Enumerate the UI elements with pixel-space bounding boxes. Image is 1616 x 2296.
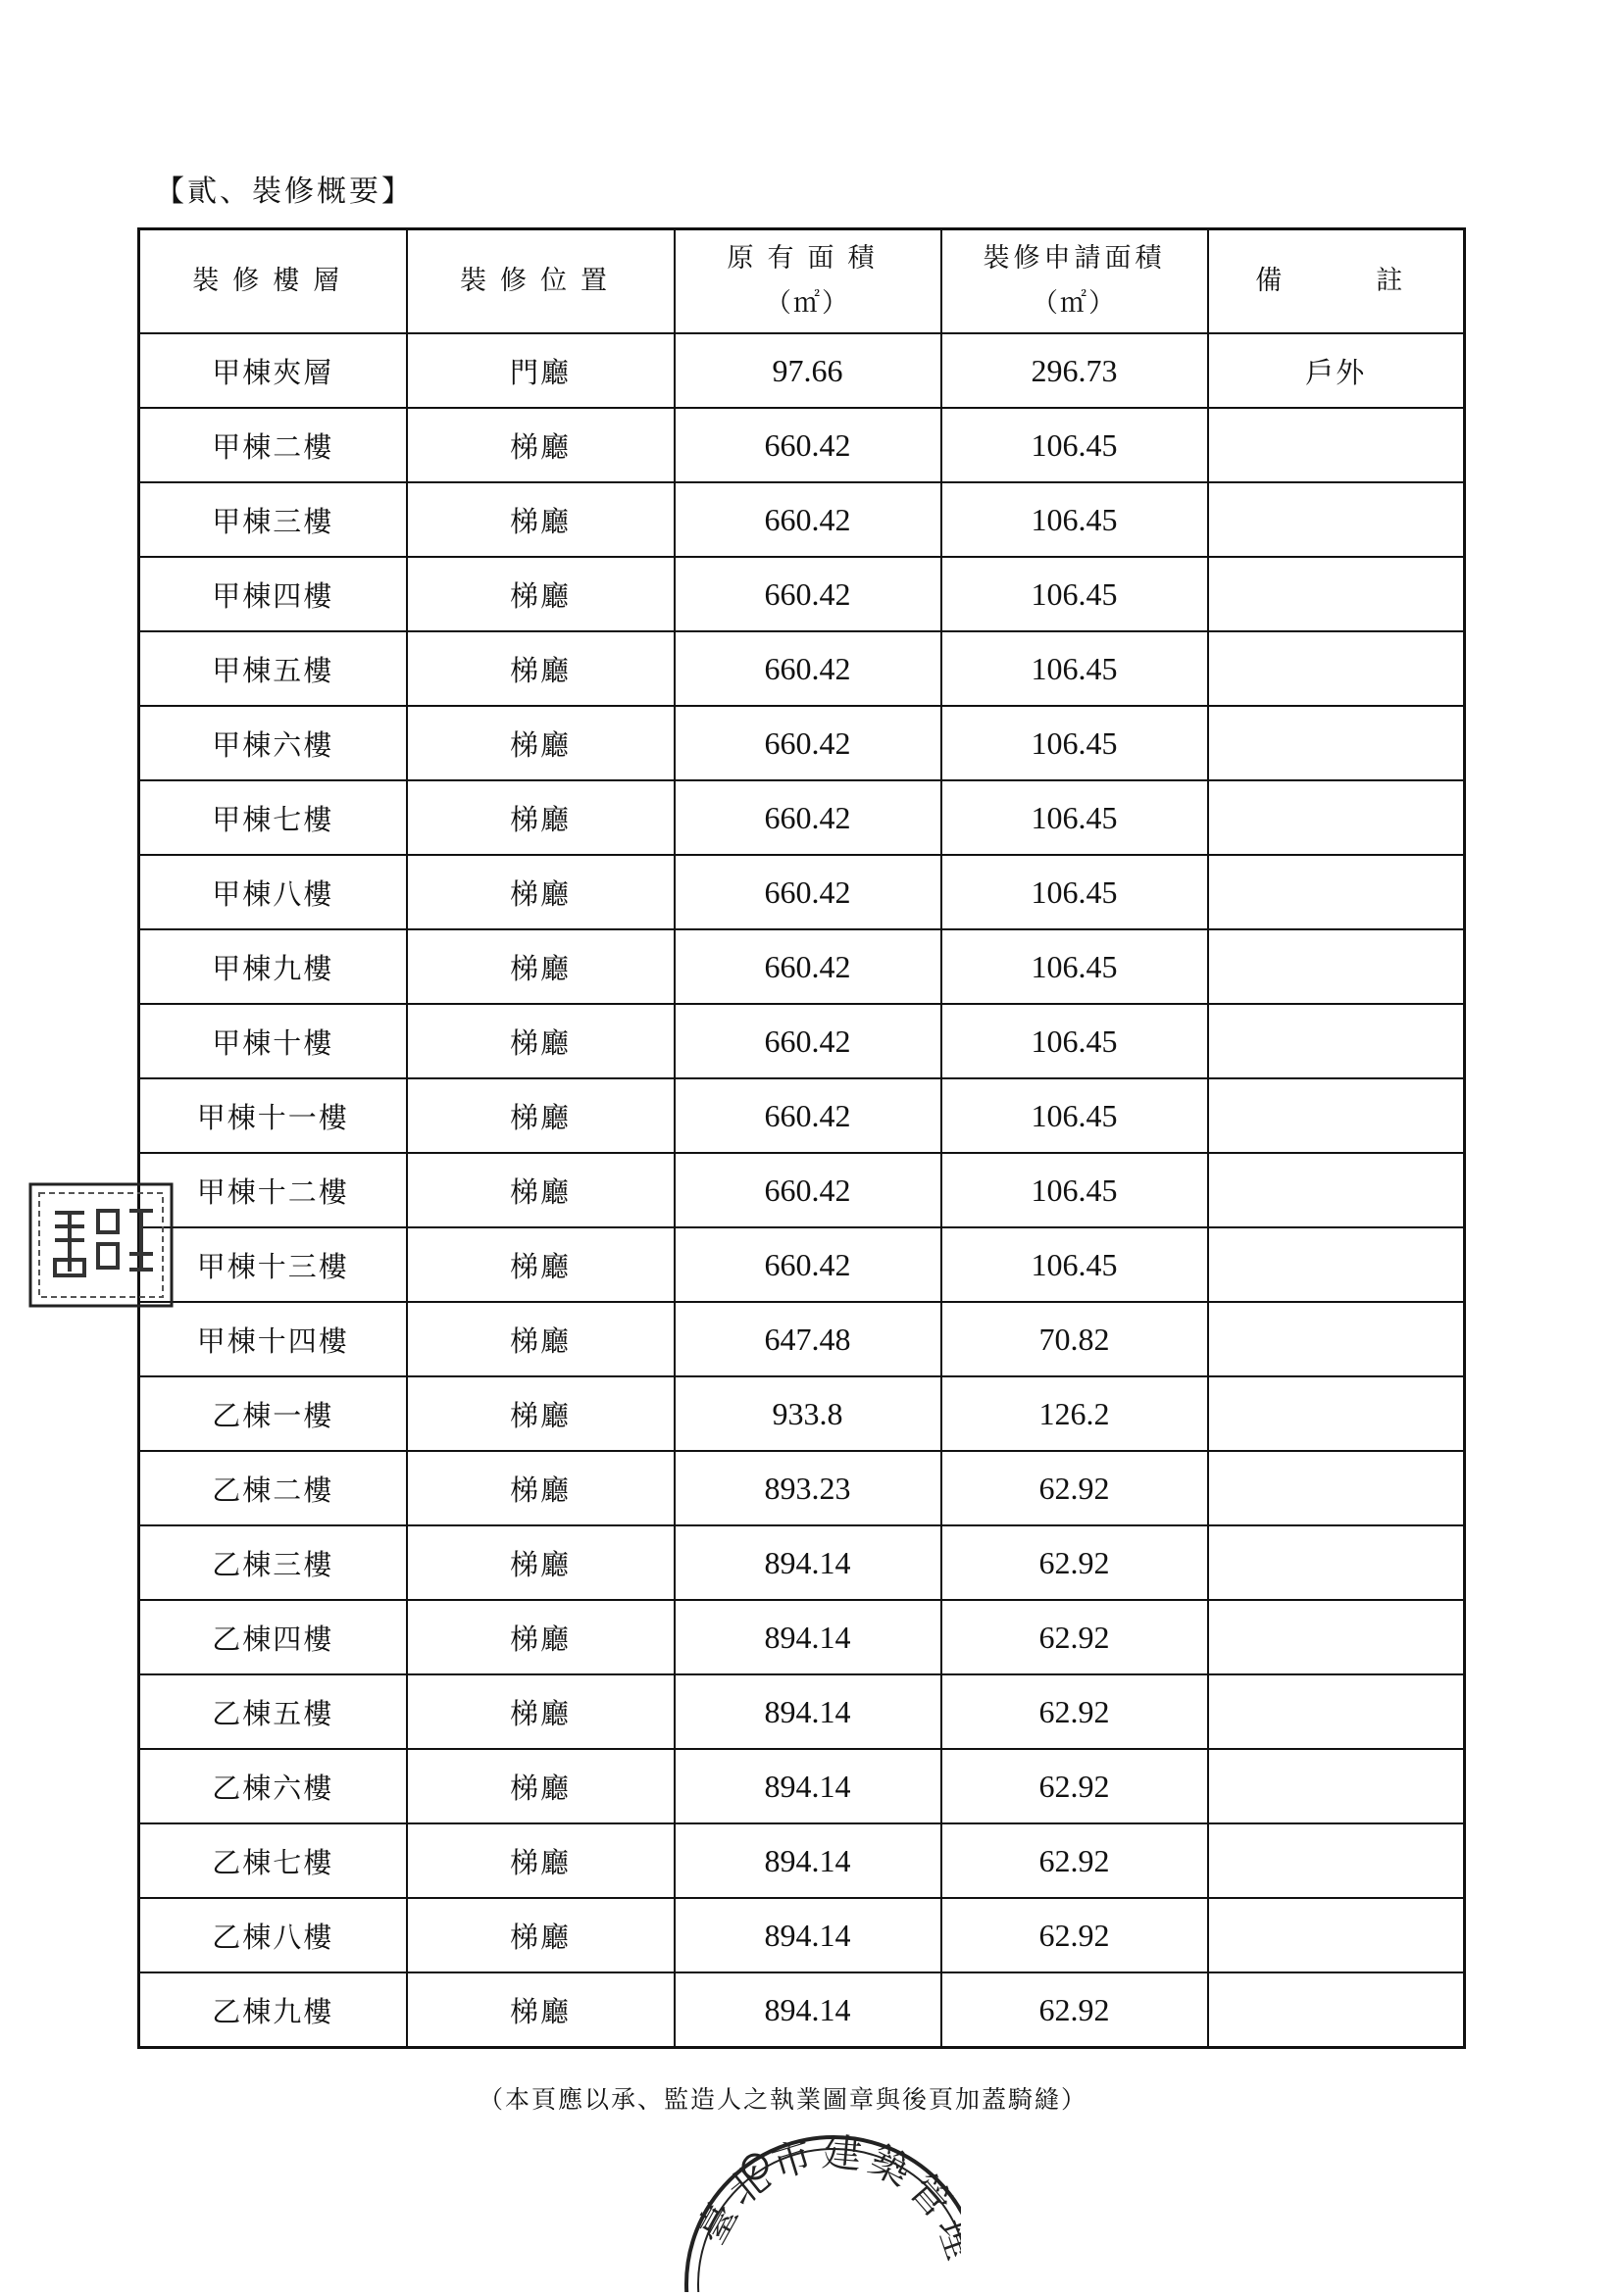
- renovation-summary-table: [137, 227, 1466, 2049]
- remarks-cell: [1208, 1302, 1465, 1376]
- requested-area-cell: 106.45: [941, 706, 1208, 780]
- original-area-cell: 660.42: [675, 1153, 941, 1227]
- requested-area-cell: 106.45: [941, 1153, 1208, 1227]
- table-row: [139, 1674, 1465, 1749]
- table-row: [139, 1600, 1465, 1674]
- location-cell: 梯廳: [407, 1674, 675, 1749]
- floor-cell: 乙棟四樓: [139, 1600, 407, 1674]
- remarks-cell: [1208, 631, 1465, 706]
- requested-area-cell: 106.45: [941, 1078, 1208, 1153]
- location-cell: 梯廳: [407, 1972, 675, 2048]
- original-area-cell: 894.14: [675, 1972, 941, 2048]
- remarks-cell: [1208, 1153, 1465, 1227]
- location-cell: 梯廳: [407, 1600, 675, 1674]
- location-cell: 梯廳: [407, 1227, 675, 1302]
- floor-cell: 甲棟四樓: [139, 557, 407, 631]
- seal-icon: [677, 2118, 961, 2296]
- original-area-cell: 894.14: [675, 1749, 941, 1823]
- floor-cell: 甲棟九樓: [139, 929, 407, 1004]
- location-cell: 梯廳: [407, 780, 675, 855]
- location-cell: 梯廳: [407, 1078, 675, 1153]
- remarks-cell: [1208, 1898, 1465, 1972]
- location-cell: 梯廳: [407, 482, 675, 557]
- table-row: [139, 1376, 1465, 1451]
- original-area-cell: 894.14: [675, 1525, 941, 1600]
- location-cell: 梯廳: [407, 855, 675, 929]
- header-location: 裝修位置: [407, 229, 675, 334]
- requested-area-cell: 106.45: [941, 855, 1208, 929]
- table-row: [139, 631, 1465, 706]
- floor-cell: 甲棟五樓: [139, 631, 407, 706]
- location-cell: 門廳: [407, 333, 675, 408]
- remarks-cell: [1208, 1227, 1465, 1302]
- table-row: [139, 1525, 1465, 1600]
- original-area-cell: 660.42: [675, 557, 941, 631]
- remarks-cell: [1208, 706, 1465, 780]
- table-body: [139, 333, 1465, 2048]
- stamp-icon: [27, 1181, 175, 1313]
- original-area-cell: 894.14: [675, 1898, 941, 1972]
- floor-cell: 甲棟十二樓: [139, 1153, 407, 1227]
- original-area-cell: 660.42: [675, 855, 941, 929]
- requested-area-cell: 106.45: [941, 631, 1208, 706]
- header-original-area: [675, 229, 941, 334]
- header-remarks: 備 註: [1208, 229, 1465, 334]
- floor-cell: 乙棟一樓: [139, 1376, 407, 1451]
- original-area-cell: 893.23: [675, 1451, 941, 1525]
- location-cell: 梯廳: [407, 1004, 675, 1078]
- original-area-cell: 894.14: [675, 1823, 941, 1898]
- section-title: 【貳、裝修概要】: [155, 175, 414, 209]
- floor-cell: 甲棟十四樓: [139, 1302, 407, 1376]
- table-row: [139, 1451, 1465, 1525]
- remarks-cell: [1208, 1451, 1465, 1525]
- requested-area-cell: 106.45: [941, 557, 1208, 631]
- table-row: [139, 408, 1465, 482]
- remarks-cell: [1208, 482, 1465, 557]
- original-area-cell: 660.42: [675, 482, 941, 557]
- table-row: [139, 1972, 1465, 2048]
- table-row: [139, 482, 1465, 557]
- header-requested-area-label: 裝修申請面積: [983, 243, 1166, 274]
- requested-area-cell: 106.45: [941, 482, 1208, 557]
- original-area-cell: 660.42: [675, 408, 941, 482]
- original-area-cell: 660.42: [675, 1004, 941, 1078]
- floor-cell: 甲棟七樓: [139, 780, 407, 855]
- remarks-cell: [1208, 929, 1465, 1004]
- table-row: [139, 1898, 1465, 1972]
- floor-cell: 甲棟八樓: [139, 855, 407, 929]
- table-row: [139, 706, 1465, 780]
- table-row: [139, 333, 1465, 408]
- location-cell: 梯廳: [407, 408, 675, 482]
- requested-area-cell: 296.73: [941, 333, 1208, 408]
- remarks-cell: [1208, 1525, 1465, 1600]
- table-row: [139, 1078, 1465, 1153]
- remarks-cell: [1208, 1749, 1465, 1823]
- location-cell: 梯廳: [407, 1302, 675, 1376]
- requested-area-cell: 62.92: [941, 1600, 1208, 1674]
- floor-cell: 乙棟七樓: [139, 1823, 407, 1898]
- location-cell: 梯廳: [407, 557, 675, 631]
- requested-area-cell: 62.92: [941, 1823, 1208, 1898]
- table-row: [139, 1302, 1465, 1376]
- floor-cell: 甲棟夾層: [139, 333, 407, 408]
- location-cell: 梯廳: [407, 1525, 675, 1600]
- remarks-cell: [1208, 1674, 1465, 1749]
- floor-cell: 甲棟十樓: [139, 1004, 407, 1078]
- floor-cell: 乙棟三樓: [139, 1525, 407, 1600]
- header-requested-area: [941, 229, 1208, 334]
- floor-cell: 乙棟二樓: [139, 1451, 407, 1525]
- table-row: [139, 1004, 1465, 1078]
- remarks-cell: [1208, 557, 1465, 631]
- floor-cell: 甲棟十三樓: [139, 1227, 407, 1302]
- header-floor: 裝修樓層: [139, 229, 407, 334]
- remarks-cell: [1208, 408, 1465, 482]
- location-cell: 梯廳: [407, 631, 675, 706]
- remarks-cell: [1208, 1600, 1465, 1674]
- requested-area-cell: 106.45: [941, 1004, 1208, 1078]
- requested-area-cell: 106.45: [941, 929, 1208, 1004]
- floor-cell: 乙棟五樓: [139, 1674, 407, 1749]
- location-cell: 梯廳: [407, 1153, 675, 1227]
- requested-area-cell: 62.92: [941, 1972, 1208, 2048]
- remarks-cell: 戶外: [1208, 333, 1465, 408]
- header-original-area-label: 原有面積: [727, 243, 888, 274]
- requested-area-cell: 106.45: [941, 1227, 1208, 1302]
- location-cell: 梯廳: [407, 706, 675, 780]
- original-area-cell: 894.14: [675, 1674, 941, 1749]
- original-area-cell: 660.42: [675, 1227, 941, 1302]
- original-area-cell: 660.42: [675, 1078, 941, 1153]
- header-requested-area-unit: （㎡）: [1032, 288, 1117, 319]
- original-area-cell: 933.8: [675, 1376, 941, 1451]
- header-original-area-unit: （㎡）: [765, 288, 850, 319]
- remarks-cell: [1208, 1376, 1465, 1451]
- remarks-cell: [1208, 780, 1465, 855]
- floor-cell: 乙棟九樓: [139, 1972, 407, 2048]
- floor-cell: 甲棟六樓: [139, 706, 407, 780]
- table-row: [139, 1823, 1465, 1898]
- original-area-cell: 660.42: [675, 631, 941, 706]
- requested-area-cell: 62.92: [941, 1451, 1208, 1525]
- original-area-cell: 660.42: [675, 706, 941, 780]
- location-cell: 梯廳: [407, 1749, 675, 1823]
- seal-text: 臺北市建築管: [688, 2129, 961, 2252]
- table-header-row: [139, 229, 1465, 334]
- remarks-cell: [1208, 1972, 1465, 2048]
- footnote: （本頁應以承、監造人之執業圖章與後頁加蓋騎縫）: [479, 2085, 1088, 2114]
- table-row: [139, 1153, 1465, 1227]
- remarks-cell: [1208, 1078, 1465, 1153]
- remarks-cell: [1208, 1823, 1465, 1898]
- original-area-cell: 660.42: [675, 929, 941, 1004]
- floor-cell: 乙棟八樓: [139, 1898, 407, 1972]
- table-row: [139, 1749, 1465, 1823]
- floor-cell: 乙棟六樓: [139, 1749, 407, 1823]
- requested-area-cell: 62.92: [941, 1898, 1208, 1972]
- requested-area-cell: 106.45: [941, 408, 1208, 482]
- original-area-cell: 647.48: [675, 1302, 941, 1376]
- location-cell: 梯廳: [407, 1376, 675, 1451]
- table-row: [139, 1227, 1465, 1302]
- requested-area-cell: 70.82: [941, 1302, 1208, 1376]
- floor-cell: 甲棟三樓: [139, 482, 407, 557]
- original-area-cell: 97.66: [675, 333, 941, 408]
- requested-area-cell: 62.92: [941, 1749, 1208, 1823]
- floor-cell: 甲棟二樓: [139, 408, 407, 482]
- requested-area-cell: 126.2: [941, 1376, 1208, 1451]
- requested-area-cell: 106.45: [941, 780, 1208, 855]
- requested-area-cell: 62.92: [941, 1674, 1208, 1749]
- location-cell: 梯廳: [407, 1451, 675, 1525]
- original-area-cell: 894.14: [675, 1600, 941, 1674]
- location-cell: 梯廳: [407, 929, 675, 1004]
- remarks-cell: [1208, 1004, 1465, 1078]
- location-cell: 梯廳: [407, 1823, 675, 1898]
- table-row: [139, 557, 1465, 631]
- table-row: [139, 780, 1465, 855]
- table-row: [139, 855, 1465, 929]
- requested-area-cell: 62.92: [941, 1525, 1208, 1600]
- original-area-cell: 660.42: [675, 780, 941, 855]
- location-cell: 梯廳: [407, 1898, 675, 1972]
- floor-cell: 甲棟十一樓: [139, 1078, 407, 1153]
- remarks-cell: [1208, 855, 1465, 929]
- table-row: [139, 929, 1465, 1004]
